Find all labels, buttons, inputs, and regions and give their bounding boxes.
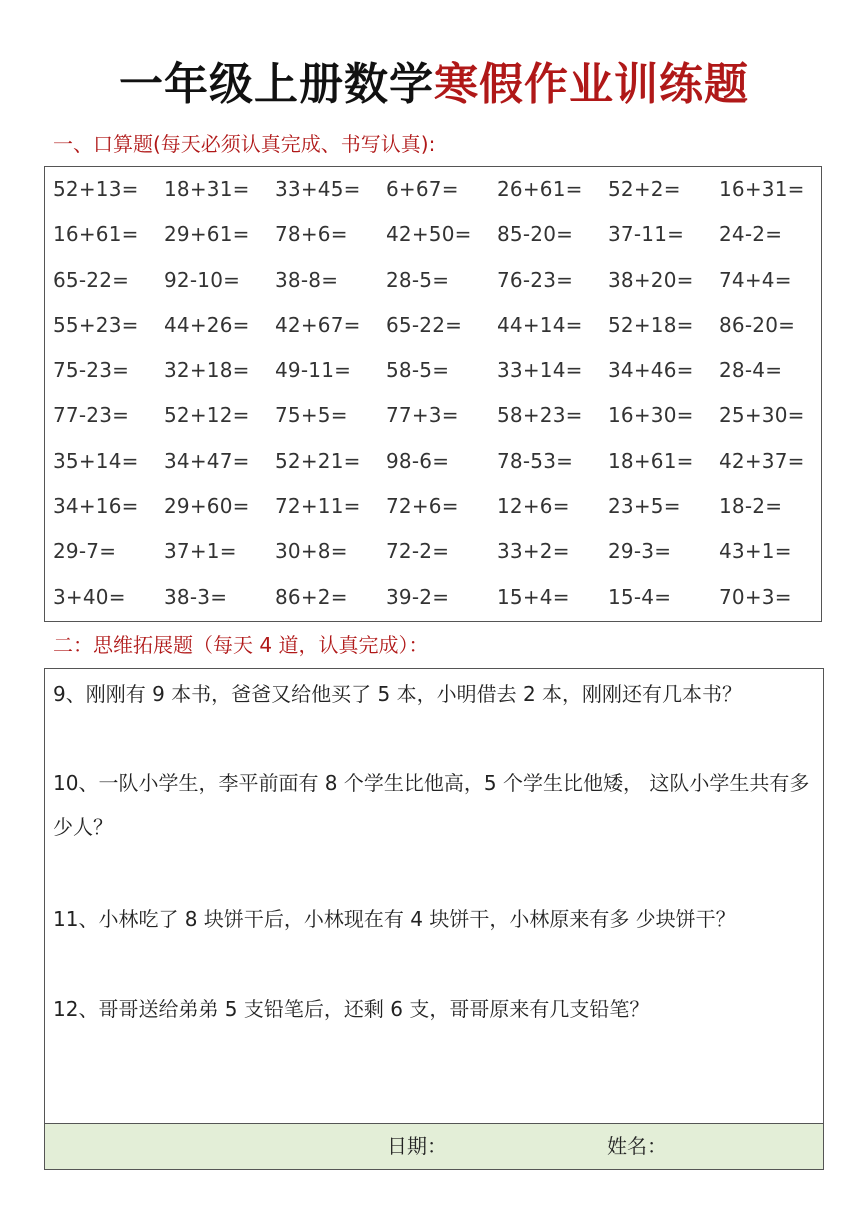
math-problem: 42+50= (386, 222, 472, 247)
math-problem: 42+37= (719, 448, 805, 473)
math-problem: 72+6= (386, 494, 459, 519)
math-problem: 75+5= (275, 403, 348, 428)
sign-footer (45, 1123, 823, 1169)
math-problem: 44+14= (497, 312, 583, 337)
math-problem: 39-2= (386, 584, 450, 609)
math-problem: 24-2= (719, 222, 783, 247)
math-problem: 15+4= (497, 584, 570, 609)
math-problem: 86-20= (719, 312, 796, 337)
math-problem: 32+18= (164, 358, 250, 383)
math-problem: 33+14= (497, 358, 583, 383)
math-problem: 76-23= (497, 267, 574, 292)
math-problem: 74+4= (719, 267, 792, 292)
math-problem: 18+61= (608, 448, 694, 473)
math-problem: 72+11= (275, 494, 361, 519)
date-label: 日期： (387, 1134, 447, 1158)
math-problem: 33+45= (275, 177, 361, 201)
math-problem: 77+3= (386, 403, 459, 428)
math-problem: 34+16= (53, 494, 139, 519)
math-problem: 58+23= (497, 403, 583, 428)
math-problem: 38-3= (164, 584, 228, 609)
math-problem: 35+14= (53, 448, 139, 473)
math-problem: 18-2= (719, 494, 783, 519)
name-label: 姓名： (607, 1134, 667, 1158)
math-problem: 28-4= (719, 358, 783, 383)
math-problem: 65-22= (53, 267, 130, 292)
math-problem: 30+8= (275, 539, 348, 564)
math-problem: 85-20= (497, 222, 574, 247)
math-problem: 72-2= (386, 539, 450, 564)
math-problem: 52+12= (164, 403, 250, 428)
question-10: 10、一队小学生，李平前面有 8 个学生比他高，5 个学生比他矮， 这队小学生共有多少人？ (53, 771, 810, 839)
math-problem: 34+47= (164, 448, 250, 473)
math-problem: 12+6= (497, 494, 570, 519)
math-problem: 38-8= (275, 267, 339, 292)
title-part-2: 寒假作业训练题 (434, 59, 749, 110)
math-problem: 52+2= (608, 177, 681, 201)
math-problem: 58-5= (386, 358, 450, 383)
math-problem: 49-11= (275, 358, 352, 383)
math-problem: 29+60= (164, 494, 250, 519)
question-11: 11、小林吃了 8 块饼干后，小林现在有 4 块饼干，小林原来有多 少块饼干？ (53, 907, 736, 931)
math-problem: 15-4= (608, 584, 672, 609)
math-problem: 92-10= (164, 267, 241, 292)
math-problem: 18+31= (164, 177, 250, 201)
math-problem: 29-7= (53, 539, 117, 564)
math-problem: 65-22= (386, 312, 463, 337)
math-problem: 52+21= (275, 448, 361, 473)
math-problem: 52+18= (608, 312, 694, 337)
math-problem: 43+1= (719, 539, 792, 564)
math-problem: 77-23= (53, 403, 130, 428)
section-1-heading: 一、口算题(每天必须认真完成、书写认真): (53, 132, 436, 156)
math-problem: 42+67= (275, 312, 361, 337)
question-12: 12、哥哥送给弟弟 5 支铅笔后，还剩 6 支，哥哥原来有几支铅笔？ (53, 997, 650, 1021)
math-problem: 16+61= (53, 222, 139, 247)
math-problem: 37-11= (608, 222, 685, 247)
math-problem: 3+40= (53, 584, 126, 609)
math-problem: 75-23= (53, 358, 130, 383)
math-problem: 52+13= (53, 177, 139, 201)
math-problem: 70+3= (719, 584, 792, 609)
math-problem: 16+30= (608, 403, 694, 428)
math-problem: 98-6= (386, 448, 450, 473)
math-problem: 23+5= (608, 494, 681, 519)
page-title (0, 55, 868, 115)
math-problem: 86+2= (275, 584, 348, 609)
math-problem: 16+31= (719, 177, 805, 201)
math-problem: 38+20= (608, 267, 694, 292)
math-problem: 29-3= (608, 539, 672, 564)
math-problem: 28-5= (386, 267, 450, 292)
math-problem: 55+23= (53, 312, 139, 337)
math-problem: 29+61= (164, 222, 250, 247)
section-2-heading: 二：思维拓展题（每天 4 道，认真完成）： (53, 633, 429, 657)
math-problem: 78-53= (497, 448, 574, 473)
math-problem: 34+46= (608, 358, 694, 383)
mental-math-grid (53, 167, 830, 620)
math-problem: 25+30= (719, 403, 805, 428)
math-problem: 37+1= (164, 539, 237, 564)
question-9: 9、刚刚有 9 本书，爸爸又给他买了 5 本，小明借去 2 本，刚刚还有几本书？ (53, 682, 743, 706)
mental-math-box (44, 166, 822, 622)
math-problem: 33+2= (497, 539, 570, 564)
word-problems-box (44, 668, 824, 1170)
math-problem: 26+61= (497, 177, 583, 201)
title-part-1: 一年级上册数学 (119, 59, 434, 110)
math-problem: 6+67= (386, 177, 459, 201)
math-problem: 44+26= (164, 312, 250, 337)
math-problem: 78+6= (275, 222, 348, 247)
